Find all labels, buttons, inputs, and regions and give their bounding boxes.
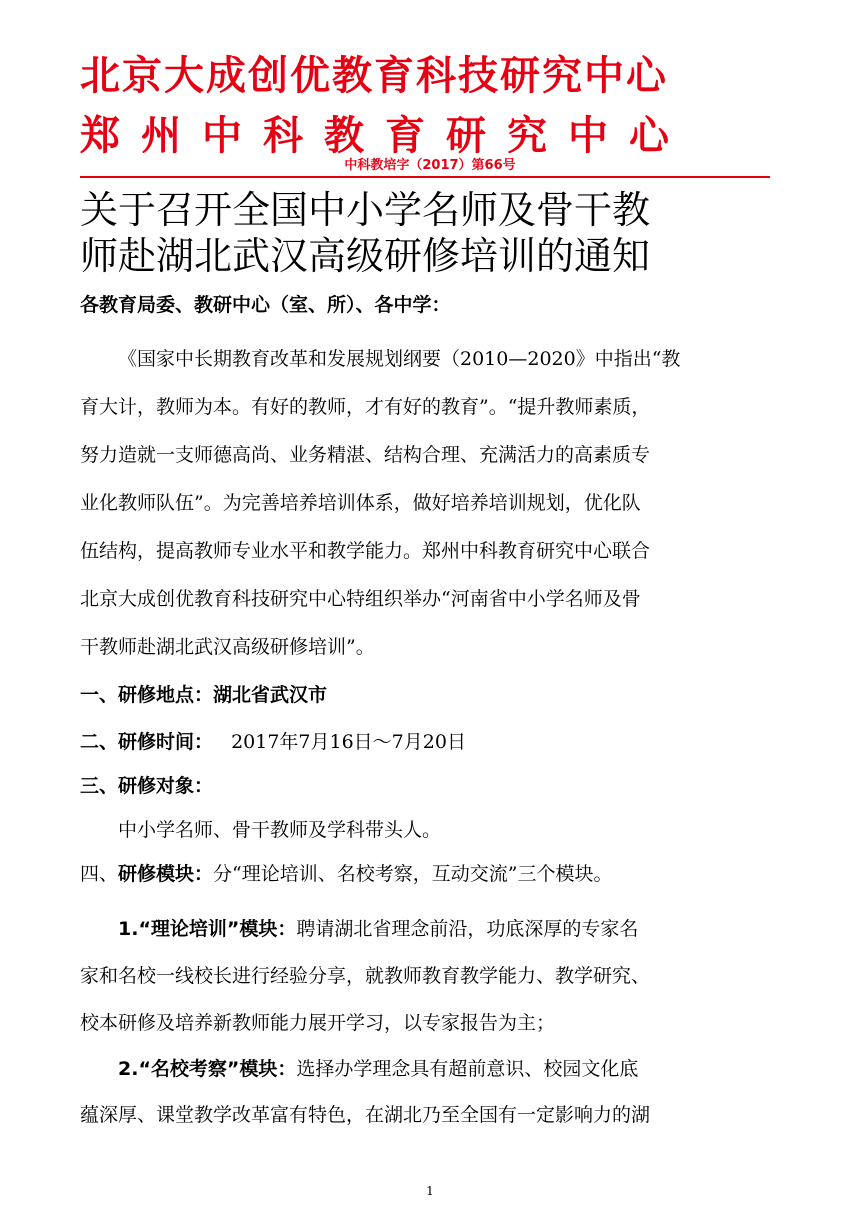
module-1-first-line <box>118 914 638 941</box>
item-time <box>80 727 466 754</box>
module-2-label: 2.“名校考察”模块： <box>118 1058 297 1080</box>
header-org-1: 北京大成创优教育科技研究中心 <box>80 53 668 99</box>
document-number: 中科教培字（2017）第66号 <box>344 158 516 173</box>
item-modules-value: 分“理论培训、名校考察，互动交流”三个模块。 <box>213 863 613 885</box>
addressee: 各教育局委、教研中心（室、所）、各中学： <box>80 294 451 316</box>
intro-line: 干教师赴湖北武汉高级研修培训”。 <box>80 636 375 658</box>
item-target-value: 中小学名师、骨干教师及学科带头人。 <box>118 819 442 841</box>
header-divider <box>80 176 770 178</box>
page-number: 1 <box>426 1184 434 1198</box>
module-1-text: 聘请湖北省理念前沿，功底深厚的专家名 <box>296 918 639 940</box>
intro-line: 育大计，教师为本。有好的教师，才有好的教育”。“提升教师素质， <box>80 396 651 418</box>
header-org-2: 郑州中科教育研究中心 <box>80 113 690 159</box>
title-line-1: 关于召开全国中小学名师及骨干教 <box>80 188 651 232</box>
item-modules-prefix: 四、 <box>80 863 119 885</box>
module-2-first-line <box>118 1054 638 1081</box>
intro-line: 《国家中长期教育改革和发展规划纲要（2010—2020》中指出“教 <box>118 348 681 370</box>
title-line-2: 师赴湖北武汉高级研修培训的通知 <box>80 234 651 278</box>
item-place: 一、研修地点：湖北省武汉市 <box>80 684 328 706</box>
module-1-line: 校本研修及培养新教师能力展开学习，以专家报告为主； <box>80 1012 556 1034</box>
module-1-label: 1.“理论培训”模块： <box>118 918 297 940</box>
item-time-label: 二、研修时间： <box>80 731 214 753</box>
item-target-label: 三、研修对象： <box>80 775 214 797</box>
module-2-line: 蕴深厚、课堂教学改革富有特色，在湖北乃至全国有一定影响力的湖 <box>80 1104 651 1126</box>
item-modules <box>80 859 612 886</box>
item-modules-label: 研修模块： <box>118 863 214 885</box>
module-2-text: 选择办学理念具有超前意识、校园文化底 <box>296 1058 639 1080</box>
item-time-value: 2017年7月16日～7月20日 <box>231 731 466 753</box>
intro-line: 北京大成创优教育科技研究中心特组织举办“河南省中小学名师及骨 <box>80 588 641 610</box>
intro-line: 业化教师队伍”。为完善培养培训体系，做好培养培训规划，优化队 <box>80 492 641 514</box>
intro-line: 伍结构，提高教师专业水平和教学能力。郑州中科教育研究中心联合 <box>80 540 651 562</box>
module-1-line: 家和名校一线校长进行经验分享，就教师教育教学能力、教学研究、 <box>80 965 651 987</box>
intro-line: 努力造就一支师德高尚、业务精湛、结构合理、充满活力的高素质专 <box>80 444 651 466</box>
